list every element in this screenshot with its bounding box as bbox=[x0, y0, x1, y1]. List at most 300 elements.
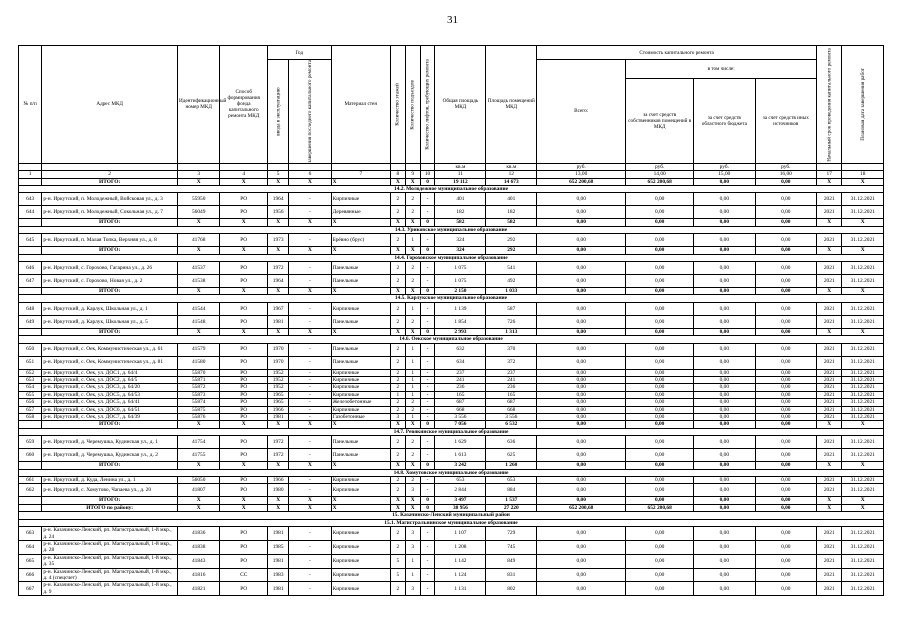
section-row bbox=[19, 254, 884, 261]
table-cell: 1980 bbox=[268, 484, 289, 497]
table-cell: 41538 bbox=[177, 274, 219, 287]
table-cell: 0,00 bbox=[626, 568, 694, 582]
table-cell: Кирпичные bbox=[331, 568, 390, 582]
table-cell: 0,00 bbox=[537, 369, 626, 376]
table-cell: РО bbox=[220, 343, 268, 356]
table-row bbox=[19, 377, 884, 384]
table-cell: р-н. Иркутский, с. Оек, ул. ДОС2, д. 64/5 bbox=[42, 377, 178, 384]
table-cell: 0,00 bbox=[755, 436, 816, 449]
table-cell: 1965 bbox=[268, 399, 289, 406]
header-num: № п/п bbox=[19, 46, 42, 164]
subtotal-row bbox=[19, 219, 884, 226]
table-cell: 31.12.2021 bbox=[842, 554, 884, 568]
table-cell: 0,00 bbox=[626, 369, 694, 376]
unit-sqm: кв.м bbox=[486, 163, 537, 170]
table-cell: р-н. Иркутский, д. Карлук, Школьная ул., д. 5 bbox=[42, 315, 178, 328]
table-cell: 1 bbox=[405, 369, 420, 376]
table-cell: 2 bbox=[390, 527, 405, 541]
table-cell: р-н. Казачинско-Ленский, рп. Магистральный, 1-й мкр., д. 28 bbox=[42, 540, 178, 554]
table-cell: 2 bbox=[390, 315, 405, 328]
table-cell: 31.12.2021 bbox=[842, 414, 884, 421]
table-cell: 0,00 bbox=[694, 206, 755, 219]
table-cell: 0,00 bbox=[755, 356, 816, 369]
table-cell: 0,00 bbox=[755, 462, 816, 469]
table-cell: 636 bbox=[486, 436, 537, 449]
subtotal-row bbox=[19, 178, 884, 185]
table-cell: 0,00 bbox=[537, 302, 626, 315]
table-cell: р-н. Иркутский, д. Черемушка, Кудинская ул., д. 1 bbox=[42, 436, 178, 449]
table-cell: 0,00 bbox=[537, 193, 626, 206]
table-cell: X bbox=[289, 497, 331, 504]
table-cell: X bbox=[331, 287, 390, 294]
table-cell: 1 260 bbox=[486, 462, 537, 469]
table-cell: 31.12.2021 bbox=[842, 234, 884, 247]
table-cell: р-н. Иркутский, д. Черемушка, Кудинская ул., д. 2 bbox=[42, 449, 178, 462]
table-cell: 0,00 bbox=[537, 497, 626, 504]
table-cell: 0,00 bbox=[694, 436, 755, 449]
table-cell: 1 bbox=[405, 377, 420, 384]
table-cell: 659 bbox=[19, 436, 42, 449]
table-cell: 0,00 bbox=[755, 193, 816, 206]
table-cell: 0,00 bbox=[694, 391, 755, 398]
table-cell: - bbox=[420, 206, 435, 219]
table-cell: 650 bbox=[19, 343, 42, 356]
table-cell: 0,00 bbox=[694, 421, 755, 428]
table-cell: 668 bbox=[435, 406, 486, 413]
table-cell: 625 bbox=[486, 449, 537, 462]
table-cell: 31.12.2021 bbox=[842, 377, 884, 384]
table-cell: 1970 bbox=[268, 343, 289, 356]
table-cell: X bbox=[268, 287, 289, 294]
table-cell: 0,00 bbox=[537, 287, 626, 294]
table-row bbox=[19, 391, 884, 398]
section-title: 14.7. Ревякинское муниципальное образование bbox=[19, 428, 884, 435]
table-cell: - bbox=[420, 399, 435, 406]
table-cell: ИТОГО: bbox=[42, 219, 178, 226]
table-cell: 0 bbox=[420, 287, 435, 294]
table-cell: 324 bbox=[435, 247, 486, 254]
table-cell: 0,00 bbox=[694, 261, 755, 274]
table-cell: 0 bbox=[420, 497, 435, 504]
table-cell: 3 bbox=[390, 414, 405, 421]
table-cell: X bbox=[817, 497, 842, 504]
table-cell: РО bbox=[220, 554, 268, 568]
table-row bbox=[19, 540, 884, 554]
table-cell: 2021 bbox=[817, 315, 842, 328]
table-cell: 2021 bbox=[817, 261, 842, 274]
table-cell: - bbox=[420, 414, 435, 421]
table-row bbox=[19, 369, 884, 376]
table-cell: 0,00 bbox=[694, 484, 755, 497]
table-cell: 0,00 bbox=[755, 582, 816, 596]
table-cell: X bbox=[842, 497, 884, 504]
table-cell: 0,00 bbox=[626, 261, 694, 274]
table-cell: 0,00 bbox=[694, 462, 755, 469]
table-cell: - bbox=[289, 343, 331, 356]
table-cell: - bbox=[420, 377, 435, 384]
table-cell: Кирпичные bbox=[331, 582, 390, 596]
table-cell: 31.12.2021 bbox=[842, 193, 884, 206]
table-cell: 0 bbox=[420, 421, 435, 428]
table-cell: 41755 bbox=[177, 449, 219, 462]
table-cell bbox=[19, 462, 42, 469]
header-plan-date: Плановая дата завершения работ bbox=[842, 46, 884, 164]
section-row bbox=[19, 428, 884, 435]
table-cell bbox=[19, 421, 42, 428]
table-cell: 1 bbox=[390, 391, 405, 398]
table-cell: 0,00 bbox=[694, 356, 755, 369]
table-row bbox=[19, 414, 884, 421]
table-cell: X bbox=[390, 247, 405, 254]
table-cell: 0,00 bbox=[755, 219, 816, 226]
table-row bbox=[19, 193, 884, 206]
column-index-cell: 18 bbox=[842, 171, 884, 178]
table-cell: 658 bbox=[19, 414, 42, 421]
table-cell: 1 075 bbox=[435, 274, 486, 287]
table-cell: р-н. Иркутский, д. Куда, Ленина ул., д. 1 bbox=[42, 477, 178, 484]
table-cell: 0,00 bbox=[694, 343, 755, 356]
table-cell: 3 bbox=[405, 582, 420, 596]
table-cell: 401 bbox=[435, 193, 486, 206]
table-cell: X bbox=[177, 247, 219, 254]
table-cell: 661 bbox=[19, 477, 42, 484]
table-cell: 2021 bbox=[817, 527, 842, 541]
table-cell: 582 bbox=[435, 219, 486, 226]
section-title: 14.2. Молодежное муниципальное образование bbox=[19, 185, 884, 192]
table-row bbox=[19, 449, 884, 462]
table-cell: ИТОГО: bbox=[42, 247, 178, 254]
table-cell: 41754 bbox=[177, 436, 219, 449]
table-cell: X bbox=[268, 178, 289, 185]
table-cell: - bbox=[289, 414, 331, 421]
table-cell: Кирпичные bbox=[331, 391, 390, 398]
header-including: в том числе: bbox=[626, 60, 817, 79]
table-cell: 0,00 bbox=[755, 504, 816, 511]
table-cell: X bbox=[817, 287, 842, 294]
table-cell: 653 bbox=[486, 477, 537, 484]
table-cell: X bbox=[842, 462, 884, 469]
table-cell: 2021 bbox=[817, 356, 842, 369]
table-row bbox=[19, 582, 884, 596]
table-cell: X bbox=[405, 247, 420, 254]
table-cell: 0,00 bbox=[755, 274, 816, 287]
table-cell: - bbox=[420, 343, 435, 356]
column-index-cell: 14,00 bbox=[626, 171, 694, 178]
table-cell: X bbox=[817, 219, 842, 226]
table-cell: 2021 bbox=[817, 449, 842, 462]
section-title: 15.1. Магистральнинское муниципальное образование bbox=[19, 519, 884, 526]
table-cell: 492 bbox=[486, 274, 537, 287]
table-cell: - bbox=[420, 302, 435, 315]
table-cell: 660 bbox=[19, 449, 42, 462]
table-cell: 1 bbox=[405, 356, 420, 369]
table-cell: X bbox=[220, 497, 268, 504]
table-cell: 0,00 bbox=[694, 247, 755, 254]
table-cell: 55871 bbox=[177, 377, 219, 384]
table-cell: X bbox=[390, 219, 405, 226]
table-cell: X bbox=[331, 178, 390, 185]
table-cell: 31.12.2021 bbox=[842, 384, 884, 391]
table-cell: 0,00 bbox=[755, 554, 816, 568]
table-cell: Кирпичные bbox=[331, 377, 390, 384]
table-cell: 0,00 bbox=[537, 421, 626, 428]
table-cell: Панельные bbox=[331, 274, 390, 287]
table-cell: X bbox=[220, 504, 268, 511]
table-cell: 646 bbox=[19, 261, 42, 274]
table-cell: X bbox=[842, 178, 884, 185]
table-cell: 802 bbox=[486, 582, 537, 596]
header-other: за счет средств иных источников bbox=[755, 79, 816, 163]
table-cell: 2 bbox=[390, 343, 405, 356]
table-cell: 236 bbox=[435, 384, 486, 391]
table-cell: 0,00 bbox=[626, 449, 694, 462]
table-cell: 664 bbox=[19, 540, 42, 554]
table-cell: 656 bbox=[19, 399, 42, 406]
table-cell: 0,00 bbox=[694, 449, 755, 462]
table-cell: 0,00 bbox=[755, 414, 816, 421]
table-cell: 41836 bbox=[177, 527, 219, 541]
section-title: 15. Казачинско-Ленский муниципальный район bbox=[19, 512, 884, 519]
table-cell: 0,00 bbox=[626, 219, 694, 226]
table-cell: X bbox=[268, 219, 289, 226]
table-cell: 324 bbox=[435, 234, 486, 247]
table-cell: X bbox=[177, 178, 219, 185]
table-cell: 41807 bbox=[177, 484, 219, 497]
table-cell: 0,00 bbox=[537, 343, 626, 356]
table-cell: РО bbox=[220, 527, 268, 541]
table-cell: 1 bbox=[405, 343, 420, 356]
table-cell: 0,00 bbox=[626, 356, 694, 369]
table-cell: РО bbox=[220, 477, 268, 484]
table-cell: 582 bbox=[486, 219, 537, 226]
table-cell: X bbox=[268, 497, 289, 504]
table-cell: 0,00 bbox=[626, 315, 694, 328]
table-cell: - bbox=[289, 582, 331, 596]
column-index-cell: 10 bbox=[420, 171, 435, 178]
table-cell: X bbox=[405, 462, 420, 469]
table-cell: X bbox=[289, 328, 331, 335]
table-cell: 0,00 bbox=[537, 247, 626, 254]
table-cell: 0,00 bbox=[694, 582, 755, 596]
table-cell: 2 bbox=[405, 206, 420, 219]
table-cell: РО bbox=[220, 274, 268, 287]
column-index-cell: 9 bbox=[405, 171, 420, 178]
table-cell: X bbox=[842, 328, 884, 335]
table-cell bbox=[19, 328, 42, 335]
header-method: Способ формирования фонда капитального ремонта МКД bbox=[220, 46, 268, 164]
table-cell: 2021 bbox=[817, 406, 842, 413]
table-cell: X bbox=[177, 328, 219, 335]
table-cell: 0,00 bbox=[694, 504, 755, 511]
table-cell: 6 532 bbox=[486, 421, 537, 428]
table-cell: 31.12.2021 bbox=[842, 582, 884, 596]
table-cell: 31.12.2021 bbox=[842, 302, 884, 315]
table-row bbox=[19, 356, 884, 369]
table-cell: 401 bbox=[486, 193, 537, 206]
table-cell: 56050 bbox=[177, 477, 219, 484]
table-cell: 0,00 bbox=[626, 497, 694, 504]
table-cell: X bbox=[390, 287, 405, 294]
table-cell: 41544 bbox=[177, 302, 219, 315]
table-cell: 55870 bbox=[177, 369, 219, 376]
table-cell: 0,00 bbox=[694, 568, 755, 582]
table-cell: 0,00 bbox=[537, 484, 626, 497]
table-cell: 1 bbox=[405, 384, 420, 391]
table-cell: 5 bbox=[390, 568, 405, 582]
table-cell: X bbox=[390, 328, 405, 335]
table-cell: X bbox=[289, 287, 331, 294]
header-id: Идентификационный номер МКД bbox=[177, 46, 219, 164]
table-cell: 31.12.2021 bbox=[842, 436, 884, 449]
subtotal-row bbox=[19, 328, 884, 335]
table-cell: РО bbox=[220, 391, 268, 398]
table-cell: 0,00 bbox=[694, 406, 755, 413]
table-cell: 1972 bbox=[268, 261, 289, 274]
table-cell: 2021 bbox=[817, 234, 842, 247]
table-cell: 687 bbox=[435, 399, 486, 406]
table-cell: 0,00 bbox=[694, 377, 755, 384]
table-cell: 1 bbox=[405, 302, 420, 315]
table-cell: р-н. Иркутский, с. Оек, Коммунистическая ул., д. 61 bbox=[42, 343, 178, 356]
table-cell: X bbox=[177, 421, 219, 428]
table-cell: р-н. Иркутский, с. Оек, ул. ДОС6, д. 64/51 bbox=[42, 406, 178, 413]
table-cell: 0,00 bbox=[694, 287, 755, 294]
header-total-area: Общая площадь МКД bbox=[435, 46, 486, 164]
header-address: Адрес МКД bbox=[42, 46, 178, 164]
table-cell: X bbox=[390, 178, 405, 185]
table-cell: Кирпичные bbox=[331, 193, 390, 206]
table-cell: 687 bbox=[486, 399, 537, 406]
column-index-cell: 16,00 bbox=[755, 171, 816, 178]
table-cell: X bbox=[289, 462, 331, 469]
table-cell: 1972 bbox=[268, 436, 289, 449]
table-cell: X bbox=[842, 504, 884, 511]
table-cell: 241 bbox=[486, 377, 537, 384]
table-cell: 657 bbox=[19, 406, 42, 413]
table-cell: 645 bbox=[19, 234, 42, 247]
table-row bbox=[19, 527, 884, 541]
column-index-cell: 17 bbox=[817, 171, 842, 178]
table-cell: 31.12.2021 bbox=[842, 477, 884, 484]
table-cell: X bbox=[177, 462, 219, 469]
table-cell: 2021 bbox=[817, 343, 842, 356]
table-cell: 1972 bbox=[268, 449, 289, 462]
table-cell: 2 bbox=[390, 377, 405, 384]
table-cell bbox=[19, 287, 42, 294]
table-cell: 31.12.2021 bbox=[842, 449, 884, 462]
table-cell: Кирпичные bbox=[331, 369, 390, 376]
table-cell: X bbox=[817, 504, 842, 511]
table-cell: 2 bbox=[405, 274, 420, 287]
table-cell: 663 bbox=[19, 527, 42, 541]
column-index-cell: 4 bbox=[220, 171, 268, 178]
table-cell: 31.12.2021 bbox=[842, 315, 884, 328]
table-cell: - bbox=[289, 206, 331, 219]
column-index-cell: 12 bbox=[486, 171, 537, 178]
table-cell: 0,00 bbox=[626, 391, 694, 398]
table-cell: 2 bbox=[405, 261, 420, 274]
table-cell: 31.12.2021 bbox=[842, 540, 884, 554]
table-cell: 1 bbox=[405, 234, 420, 247]
unit-rub: руб. bbox=[626, 163, 694, 170]
table-cell: - bbox=[289, 540, 331, 554]
table-cell: X bbox=[289, 247, 331, 254]
table-cell: 1 124 bbox=[435, 568, 486, 582]
table-cell: 2 bbox=[390, 234, 405, 247]
table-cell: 0,00 bbox=[626, 343, 694, 356]
table-cell: Панельные bbox=[331, 315, 390, 328]
table-cell: 0,00 bbox=[694, 399, 755, 406]
table-cell: 0,00 bbox=[626, 484, 694, 497]
table-cell: - bbox=[420, 436, 435, 449]
table-cell: 31.12.2021 bbox=[842, 484, 884, 497]
table-cell: 165 bbox=[435, 391, 486, 398]
header-year: Год bbox=[268, 46, 332, 60]
table-cell: - bbox=[420, 477, 435, 484]
table-cell: 0,00 bbox=[626, 384, 694, 391]
table-cell: 0,00 bbox=[626, 436, 694, 449]
table-cell: 652 200,68 bbox=[626, 178, 694, 185]
table-cell: - bbox=[289, 449, 331, 462]
table-cell: ИТОГО: bbox=[42, 328, 178, 335]
table-cell: 541 bbox=[486, 261, 537, 274]
table-cell: 2 bbox=[405, 399, 420, 406]
table-cell: 0,00 bbox=[537, 554, 626, 568]
table-cell: 0,00 bbox=[694, 384, 755, 391]
section-title: 14.3. Уриковское муниципальное образование bbox=[19, 226, 884, 233]
table-cell: X bbox=[177, 287, 219, 294]
table-cell: 1973 bbox=[268, 234, 289, 247]
subtotal-row bbox=[19, 421, 884, 428]
table-cell: - bbox=[420, 527, 435, 541]
table-cell: 0,00 bbox=[694, 315, 755, 328]
table-cell: 665 bbox=[19, 554, 42, 568]
column-index-cell: 2 bbox=[42, 171, 178, 178]
table-cell: 0,00 bbox=[755, 477, 816, 484]
table-cell: 55875 bbox=[177, 406, 219, 413]
table-cell: 2 844 bbox=[435, 484, 486, 497]
column-index-cell: 6 bbox=[289, 171, 331, 178]
table-cell: 647 bbox=[19, 274, 42, 287]
table-cell: 1 142 bbox=[435, 554, 486, 568]
table-cell: X bbox=[390, 421, 405, 428]
table-cell: 182 bbox=[435, 206, 486, 219]
table-cell: 651 bbox=[19, 356, 42, 369]
table-cell: - bbox=[289, 436, 331, 449]
table-cell: 0 bbox=[420, 462, 435, 469]
table-cell: 0,00 bbox=[626, 274, 694, 287]
column-index-cell: 15,00 bbox=[694, 171, 755, 178]
table-cell: X bbox=[390, 462, 405, 469]
table-cell: 2 bbox=[390, 274, 405, 287]
table-cell: X bbox=[817, 328, 842, 335]
table-cell: - bbox=[289, 193, 331, 206]
section-title: 14.6. Оекское муниципальное образование bbox=[19, 336, 884, 343]
table-cell: 1966 bbox=[268, 477, 289, 484]
table-cell: 0,00 bbox=[537, 384, 626, 391]
table-cell: - bbox=[289, 234, 331, 247]
table-row bbox=[19, 234, 884, 247]
table-cell: 0,00 bbox=[755, 391, 816, 398]
table-cell: - bbox=[289, 399, 331, 406]
header-regional: за счет средств областного бюджета bbox=[694, 79, 755, 163]
table-cell: р-н. Иркутский, с. Оек, ул. ДОС1, д. 64/4 bbox=[42, 369, 178, 376]
table-cell: X bbox=[817, 247, 842, 254]
table-cell: X bbox=[268, 504, 289, 511]
table-cell: 0,00 bbox=[694, 540, 755, 554]
table-cell: - bbox=[289, 302, 331, 315]
table-cell: 2 bbox=[405, 406, 420, 413]
